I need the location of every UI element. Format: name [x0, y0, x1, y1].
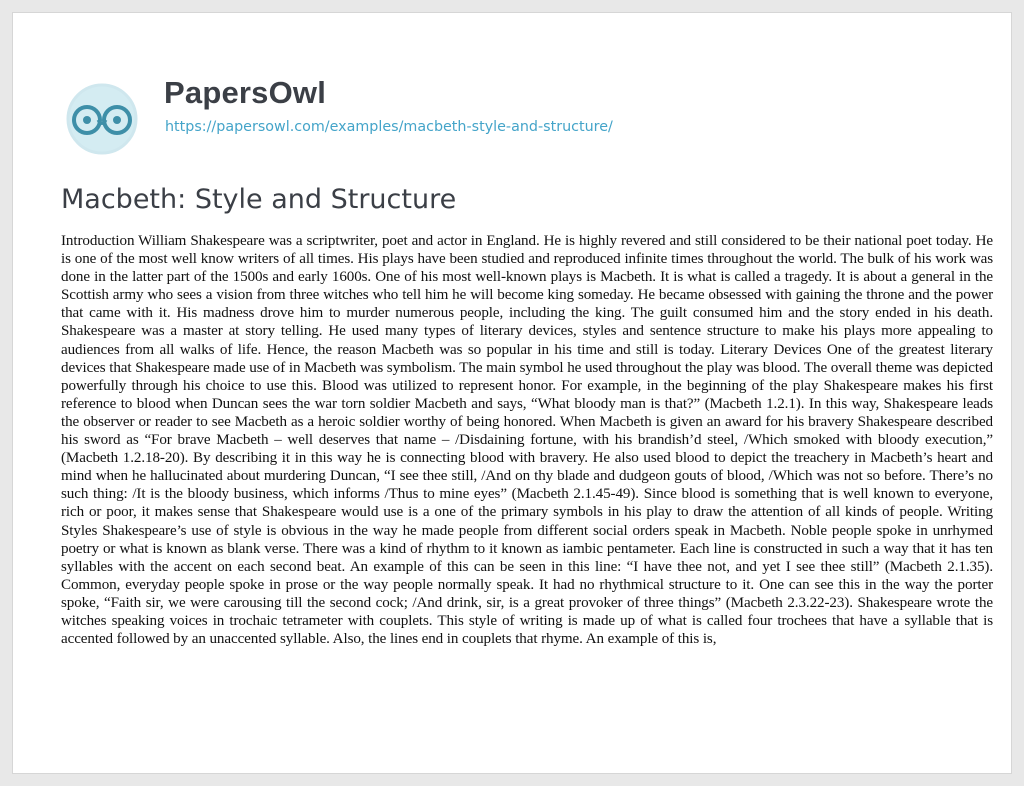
source-url-link[interactable]: https://papersowl.com/examples/macbeth-style-and-structure/	[165, 119, 613, 135]
brand-name: PapersOwl	[164, 75, 327, 110]
page-title: Macbeth: Style and Structure	[61, 184, 457, 215]
essay-body: Introduction William Shakespeare was a scriptwriter, poet and actor in England. He is highly revered and still considered to be their national poet today. He is one of the most well know writers of all times. His plays have been studied and reproduced infinite times throughout the world. The bulk of his work was done in the latter part of the 1500s and early 1600s. One of his most well-known plays is Macbeth. It is what is called a tragedy. It is about a general in the Scottish army who sees a vision from three witches who tell him he will become king someday. He became obsessed with gaining the throne and the power that came with it. His madness drove him to murder numerous people, including the king. The guilt consumed him and the story ended in his death. Shakespeare was a master at story telling. He used many types of literary devices, styles and sentence structure to make his plays more appealing to audiences from all walks of life. Hence, the reason Macbeth was so popular in his time and still is today. Literary Devices One of the greatest literary devices that Shakespeare made use of in Macbeth was symbolism. The main symbol he used throughout the play was blood. The overall theme was depicted powerfully through his choice to use this. Blood was utilized to represent honor. For example, in the beginning of the play Shakespeare makes his first reference to blood when Duncan sees the war torn soldier Macbeth and says, “What bloody man is that?” (Macbeth 1.2.1). In this way, Shakespeare leads the observer or reader to see Macbeth as a heroic soldier worthy of being honored. When Macbeth is given an award for his bravery Shakespeare described his sword as “For brave Macbeth – well deserves that name – /Disdaining fortune, with his brandish’d steel, /Which smoked with bloody execution,” (Macbeth 1.2.18-20). By describing it in this way he is connecting blood with bravery. He also used blood to depict the treachery in Macbeth’s heart and mind when he hallucinated about murdering Duncan, “I see thee still, /And on thy blade and dudgeon gouts of blood, /Which was not so before. There’s no such thing: /It is the bloody business, which informs /Thus to mine eyes” (Macbeth 2.1.45-49). Since blood is something that is well known to everyone, rich or poor, it makes sense that Shakespeare would use is a one of the primary symbols in his play to draw the attention of all kinds of people. Writing Styles Shakespeare’s use of style is obvious in the way he made people from different social orders speak in Macbeth. Noble people spoke in unrhymed poetry or what is known as blank verse. There was a kind of rhythm to it known as iambic pentameter. Each line is constructed in such a way that it has ten syllables with the accent on each second beat. An example of this can be seen in this line: “I have thee not, and yet I see thee still” (Macbeth 2.1.35). Common, everyday people spoke in prose or the way people normally speak. It had no rhythmical structure to it. One can see this in the way the porter spoke, “Faith sir, we were carousing till the second cock; /And drink, sir, is a great provoker of three things” (Macbeth 2.3.22-23). Shakespeare wrote the witches speaking voices in trochaic tetrameter with couplets. This style of writing is made up of what is called four trochees that have a syllable that is accented followed by an unaccented syllable. Also, the lines end in couplets that rhyme. An example of this is,	[61, 233, 993, 648]
owl-eyes-logo-icon	[52, 69, 152, 169]
document-page	[12, 12, 1012, 774]
